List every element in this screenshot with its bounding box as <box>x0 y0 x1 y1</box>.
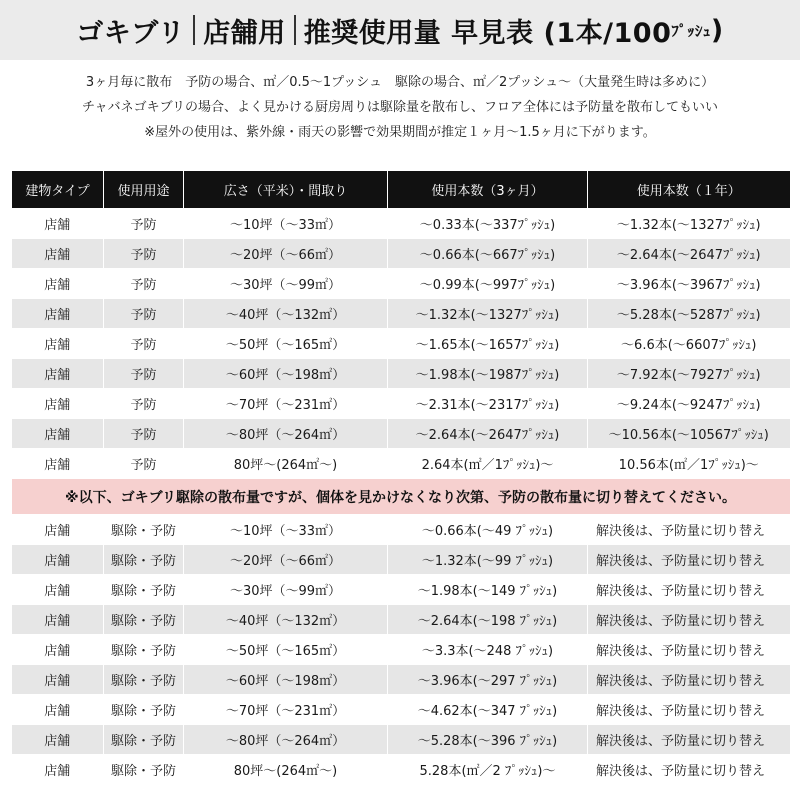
notice-text: ※以下、ゴキブリ駆除の散布量ですが、個体を見かけなくなり次第、予防の散布量に切り替えてください。 <box>12 479 790 515</box>
table-row <box>12 359 790 389</box>
cell-area: ～40坪（～132㎡） <box>184 299 388 329</box>
table-row <box>12 575 790 605</box>
cell-usage: 駆除・予防 <box>104 605 184 635</box>
table-row <box>12 209 790 239</box>
table-row <box>12 635 790 665</box>
cell-quantity-year: ～5.28本(～5287ﾌﾟｯｼｭ) <box>588 299 790 329</box>
cell-area: ～20坪（～66㎡） <box>184 545 388 575</box>
cell-quantity-3months: ～3.96本(～297 ﾌﾟｯｼｭ) <box>388 665 588 695</box>
table-row <box>12 419 790 449</box>
cell-area: ～80坪（～264㎡） <box>184 725 388 755</box>
cell-usage: 予防 <box>104 389 184 419</box>
cell-area: ～50坪（～165㎡） <box>184 329 388 359</box>
cell-usage: 駆除・予防 <box>104 755 184 785</box>
cell-quantity-3months: ～3.3本(～248 ﾌﾟｯｼｭ) <box>388 635 588 665</box>
cell-quantity-3months: ～1.65本(～1657ﾌﾟｯｼｭ) <box>388 329 588 359</box>
title-part3: 推奨使用量 早見表 (1本/100 <box>303 17 672 49</box>
note-line: 3ヶ月毎に散布 予防の場合、㎡／0.5～1プッシュ 駆除の場合、㎡／2プッシュ～（大量発生時は多めに） <box>85 75 715 90</box>
header-area: 広さ（平米）・間取り <box>184 171 388 209</box>
cell-building-type: 店舗 <box>12 545 104 575</box>
cell-quantity-year: ～3.96本(～3967ﾌﾟｯｼｭ) <box>588 269 790 299</box>
cell-quantity-3months: 5.28本(㎡／2 ﾌﾟｯｼｭ)～ <box>388 755 588 785</box>
cell-building-type: 店舗 <box>12 329 104 359</box>
cell-quantity-3months: ～0.66本(～667ﾌﾟｯｼｭ) <box>388 239 588 269</box>
cell-usage: 駆除・予防 <box>104 545 184 575</box>
cell-area: 80坪～(264㎡～) <box>184 755 388 785</box>
header-usage: 使用用途 <box>104 171 184 209</box>
cell-quantity-year: 10.56本(㎡／1ﾌﾟｯｼｭ)～ <box>588 449 790 479</box>
cell-quantity-3months: ～0.66本(～49 ﾌﾟｯｼｭ) <box>388 515 588 545</box>
cell-quantity-year: 解決後は、予防量に切り替え <box>588 575 790 605</box>
title-main: ゴキブリ <box>76 17 186 49</box>
cell-building-type: 店舗 <box>12 239 104 269</box>
cell-area: ～80坪（～264㎡） <box>184 419 388 449</box>
title-small: ﾌﾟｯｼｭ <box>671 21 711 40</box>
cell-area: ～70坪（～231㎡） <box>184 389 388 419</box>
title-divider <box>193 15 195 45</box>
cell-quantity-year: ～2.64本(～2647ﾌﾟｯｼｭ) <box>588 239 790 269</box>
cell-quantity-year: 解決後は、予防量に切り替え <box>588 635 790 665</box>
cell-usage: 予防 <box>104 299 184 329</box>
cell-building-type: 店舗 <box>12 695 104 725</box>
usage-notes <box>0 70 800 145</box>
title-divider <box>294 15 296 45</box>
cell-usage: 駆除・予防 <box>104 515 184 545</box>
cell-area: ～60坪（～198㎡） <box>184 359 388 389</box>
cell-quantity-3months: ～1.32本(～1327ﾌﾟｯｼｭ) <box>388 299 588 329</box>
cell-area: ～30坪（～99㎡） <box>184 575 388 605</box>
cell-area: ～30坪（～99㎡） <box>184 269 388 299</box>
cell-quantity-3months: ～2.31本(～2317ﾌﾟｯｼｭ) <box>388 389 588 419</box>
notice-row <box>12 479 790 515</box>
cell-usage: 駆除・予防 <box>104 725 184 755</box>
cell-usage: 予防 <box>104 419 184 449</box>
title-close: ) <box>710 14 724 46</box>
cell-usage: 予防 <box>104 209 184 239</box>
table-header-row <box>12 171 790 209</box>
cell-quantity-year: 解決後は、予防量に切り替え <box>588 695 790 725</box>
cell-quantity-3months: ～1.98本(～1987ﾌﾟｯｼｭ) <box>388 359 588 389</box>
cell-usage: 予防 <box>104 329 184 359</box>
cell-usage: 駆除・予防 <box>104 575 184 605</box>
cell-building-type: 店舗 <box>12 209 104 239</box>
header-building-type: 建物タイプ <box>12 171 104 209</box>
cell-usage: 予防 <box>104 269 184 299</box>
cell-area: 80坪～(264㎡～) <box>184 449 388 479</box>
table-row <box>12 389 790 419</box>
cell-quantity-3months: ～0.99本(～997ﾌﾟｯｼｭ) <box>388 269 588 299</box>
note-line: チャバネゴキブリの場合、よく見かける厨房周りは駆除量を散布し、フロア全体には予防量を散布してもいい <box>81 100 719 115</box>
usage-table <box>11 170 790 785</box>
table-row <box>12 545 790 575</box>
cell-usage: 駆除・予防 <box>104 635 184 665</box>
note-line: ※屋外の使用は、紫外線・雨天の影響で効果期間が推定１ヶ月～1.5ヶ月に下がります。 <box>144 125 656 140</box>
cell-usage: 予防 <box>104 449 184 479</box>
cell-building-type: 店舗 <box>12 449 104 479</box>
cell-quantity-year: ～7.92本(～7927ﾌﾟｯｼｭ) <box>588 359 790 389</box>
cell-quantity-year: ～1.32本(～1327ﾌﾟｯｼｭ) <box>588 209 790 239</box>
cell-area: ～40坪（～132㎡） <box>184 605 388 635</box>
table-row <box>12 299 790 329</box>
cell-quantity-3months: ～0.33本(～337ﾌﾟｯｼｭ) <box>388 209 588 239</box>
header-quantity-year: 使用本数（１年） <box>588 171 790 209</box>
cell-building-type: 店舗 <box>12 635 104 665</box>
cell-quantity-year: 解決後は、予防量に切り替え <box>588 665 790 695</box>
table-row <box>12 605 790 635</box>
cell-usage: 予防 <box>104 359 184 389</box>
table-row <box>12 725 790 755</box>
cell-quantity-3months: ～5.28本(～396 ﾌﾟｯｼｭ) <box>388 725 588 755</box>
cell-quantity-year: 解決後は、予防量に切り替え <box>588 545 790 575</box>
cell-quantity-3months: ～2.64本(～2647ﾌﾟｯｼｭ) <box>388 419 588 449</box>
cell-building-type: 店舗 <box>12 665 104 695</box>
table-row <box>12 449 790 479</box>
cell-building-type: 店舗 <box>12 299 104 329</box>
table-row <box>12 329 790 359</box>
cell-usage: 駆除・予防 <box>104 695 184 725</box>
page-title <box>0 0 800 60</box>
cell-building-type: 店舗 <box>12 419 104 449</box>
table-row <box>12 665 790 695</box>
table-row <box>12 515 790 545</box>
cell-building-type: 店舗 <box>12 725 104 755</box>
table-row <box>12 755 790 785</box>
cell-area: ～10坪（～33㎡） <box>184 515 388 545</box>
cell-usage: 駆除・予防 <box>104 665 184 695</box>
table-row <box>12 695 790 725</box>
cell-quantity-3months: ～2.64本(～198 ﾌﾟｯｼｭ) <box>388 605 588 635</box>
cell-building-type: 店舗 <box>12 605 104 635</box>
cell-building-type: 店舗 <box>12 515 104 545</box>
cell-quantity-year: ～9.24本(～9247ﾌﾟｯｼｭ) <box>588 389 790 419</box>
cell-quantity-year: ～6.6本(～6607ﾌﾟｯｼｭ) <box>588 329 790 359</box>
cell-building-type: 店舗 <box>12 389 104 419</box>
cell-area: ～60坪（～198㎡） <box>184 665 388 695</box>
table-row <box>12 269 790 299</box>
cell-area: ～50坪（～165㎡） <box>184 635 388 665</box>
cell-area: ～10坪（～33㎡） <box>184 209 388 239</box>
cell-quantity-3months: ～1.98本(～149 ﾌﾟｯｼｭ) <box>388 575 588 605</box>
header-quantity-3months: 使用本数（3ヶ月） <box>388 171 588 209</box>
cell-quantity-year: 解決後は、予防量に切り替え <box>588 515 790 545</box>
cell-quantity-3months: ～1.32本(～99 ﾌﾟｯｼｭ) <box>388 545 588 575</box>
cell-quantity-year: 解決後は、予防量に切り替え <box>588 725 790 755</box>
cell-area: ～20坪（～66㎡） <box>184 239 388 269</box>
cell-quantity-year: 解決後は、予防量に切り替え <box>588 605 790 635</box>
cell-area: ～70坪（～231㎡） <box>184 695 388 725</box>
cell-building-type: 店舗 <box>12 269 104 299</box>
table-row <box>12 239 790 269</box>
cell-building-type: 店舗 <box>12 575 104 605</box>
cell-quantity-3months: 2.64本(㎡／1ﾌﾟｯｼｭ)～ <box>388 449 588 479</box>
cell-quantity-year: 解決後は、予防量に切り替え <box>588 755 790 785</box>
cell-building-type: 店舗 <box>12 359 104 389</box>
cell-quantity-year: ～10.56本(～10567ﾌﾟｯｼｭ) <box>588 419 790 449</box>
cell-usage: 予防 <box>104 239 184 269</box>
title-part2: 店舗用 <box>203 17 286 49</box>
cell-quantity-3months: ～4.62本(～347 ﾌﾟｯｼｭ) <box>388 695 588 725</box>
cell-building-type: 店舗 <box>12 755 104 785</box>
